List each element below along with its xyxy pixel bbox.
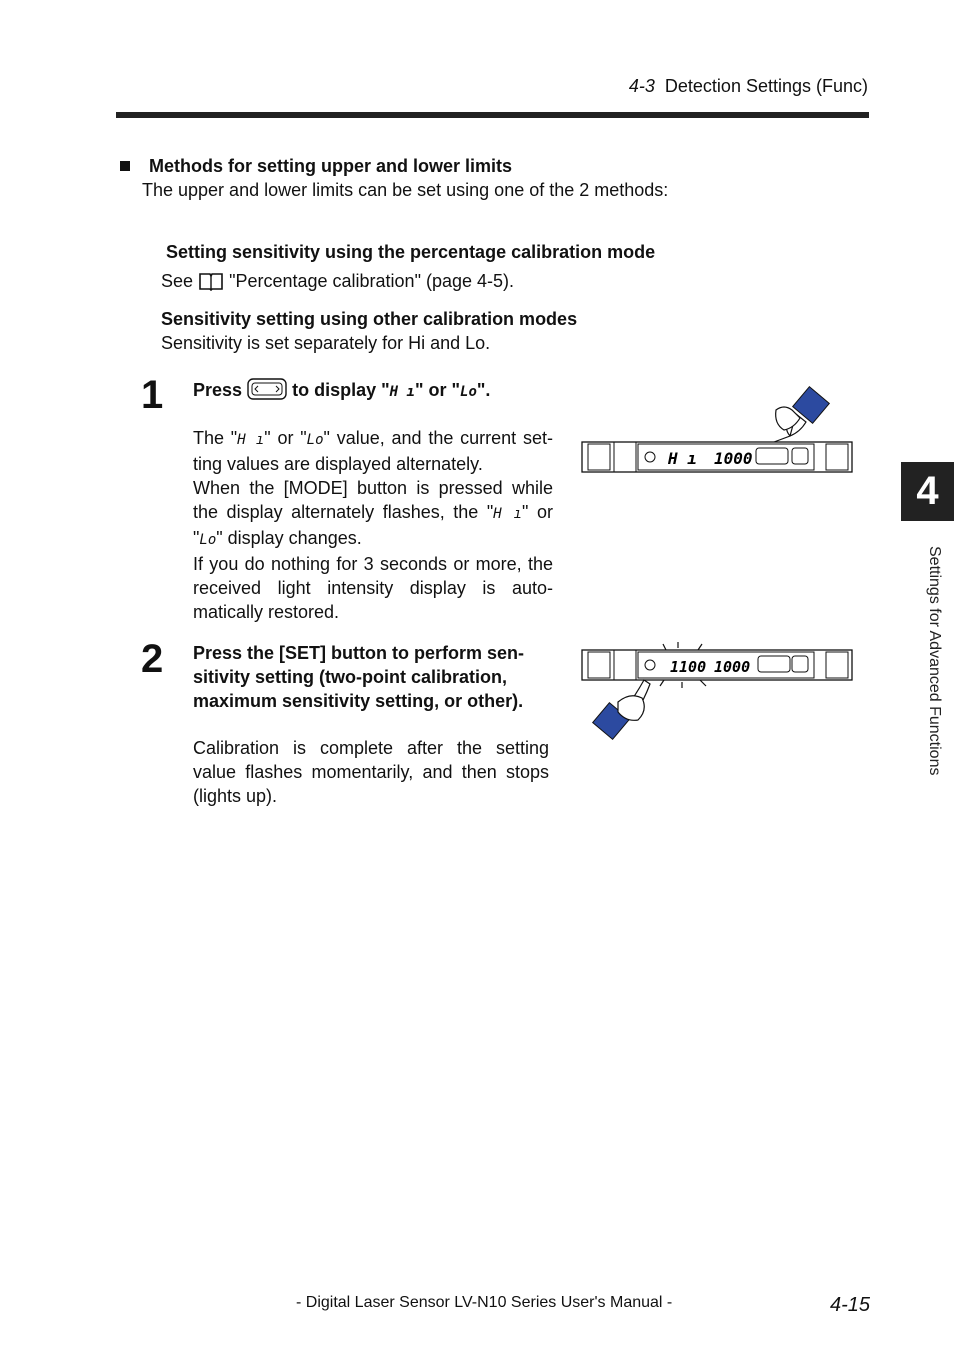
header-rule [116, 112, 869, 118]
step-2-body: Calibration is complete after the setting value flashes momentarily, and then stops (lights up). [193, 738, 549, 806]
step-1-body: The "H ı" or "Lo" value, and the current set-ting values are displayed alternately. When the [MODE] button is pressed while the display alternately flashes, the "H ı" or "Lo" display changes. If you do nothing for 3 seconds or more, the received light intensity display is auto-matically restored. [193, 428, 553, 622]
methods-intro: The upper and lower limits can be set using one of the 2 methods: [142, 180, 669, 200]
sensor-amplifier-illustration-2 [578, 640, 858, 745]
mode-button-icon [247, 378, 287, 400]
display-left-readout: H ı [668, 449, 697, 468]
chapter-tab: 4 [901, 462, 954, 521]
other-heading: Sensitivity setting using other calibration modes [161, 309, 578, 329]
pointing-hand-icon [774, 387, 829, 442]
side-chapter-label: Settings for Advanced Functions [926, 546, 943, 776]
other-text: Sensitivity is set separately for Hi and Lo. [161, 333, 491, 353]
footer-manual-title: - Digital Laser Sensor LV-N10 Series User's Manual - [296, 1294, 673, 1311]
pct-see-line: See "Percentage calibration" (page 4-5). [161, 271, 515, 291]
book-icon [198, 271, 224, 291]
square-bullet-icon [120, 161, 130, 171]
step-2-heading: Press the [SET] button to perform sen-sitivity setting (two-point calibration, maximum sensitivity setting, or other). [193, 643, 525, 711]
display-right-readout: 1000 [714, 658, 751, 676]
pct-heading: Setting sensitivity using the percentage calibration mode [166, 242, 656, 262]
pointing-hand-icon [593, 680, 650, 739]
display-left-readout: 1100 [670, 658, 707, 676]
section-number: 4-3 [628, 76, 655, 96]
step-2-number: 2 [141, 637, 164, 681]
sensor-amplifier-illustration-1 [578, 380, 858, 480]
methods-heading: Methods for setting upper and lower limits [120, 154, 512, 178]
step-1-number: 1 [141, 373, 164, 417]
running-header [629, 74, 868, 98]
step-1-heading: Press to display "H ı" or "Lo". [193, 380, 491, 400]
section-title: Detection Settings (Func) [664, 76, 868, 96]
page-number: 4-15 [829, 1294, 870, 1316]
display-right-readout: 1000 [714, 449, 753, 468]
pct-reference-link[interactable]: "Percentage calibration" (page 4-5). [229, 271, 515, 291]
